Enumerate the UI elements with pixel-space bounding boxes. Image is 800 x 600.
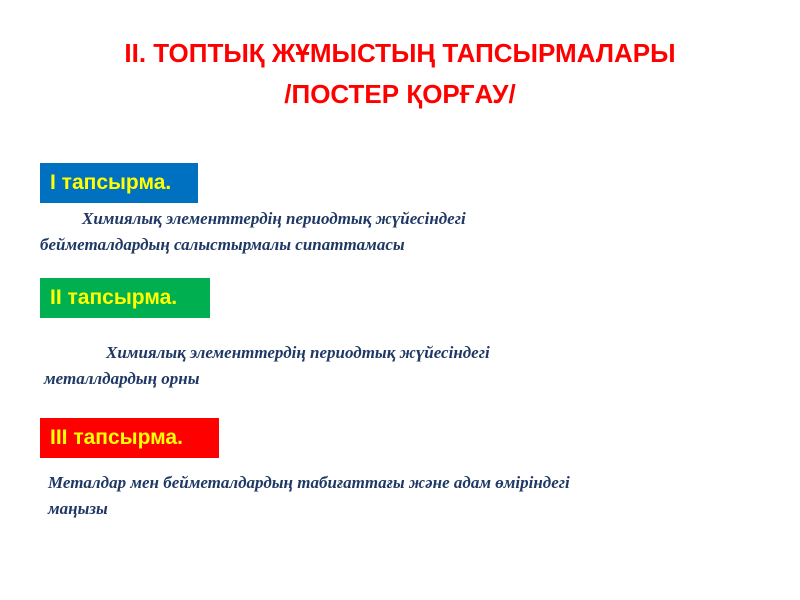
task-3-label: ІІІ тапсырма. <box>40 418 219 458</box>
task-1-description-line-1: Химиялық элементтердің периодтық жүйесіндегі <box>82 209 466 228</box>
task-2-label: ІІ тапсырма. <box>40 278 210 318</box>
task-2-description-line-2: металлдардың орны <box>44 369 200 388</box>
task-2-description <box>44 340 490 392</box>
task-2-description-line-1: Химиялық элементтердің периодтық жүйесіндегі <box>106 343 490 362</box>
task-3-description-line-1: Металдар мен бейметалдардың табиғаттағы және адам өміріндегі <box>48 473 570 492</box>
slide-subtitle: /ПОСТЕР ҚОРҒАУ/ <box>284 79 516 109</box>
task-1-description-line-2: бейметалдардың салыстырмалы сипаттамасы <box>40 235 405 254</box>
slide-title: II. ТОПТЫҚ ЖҰМЫСТЫҢ ТАПСЫРМАЛАРЫ <box>124 38 676 68</box>
task-3-description <box>48 470 570 522</box>
task-1-label: І тапсырма. <box>40 163 198 203</box>
task-3-description-line-2: маңызы <box>48 499 108 518</box>
task-1-description <box>40 206 466 258</box>
